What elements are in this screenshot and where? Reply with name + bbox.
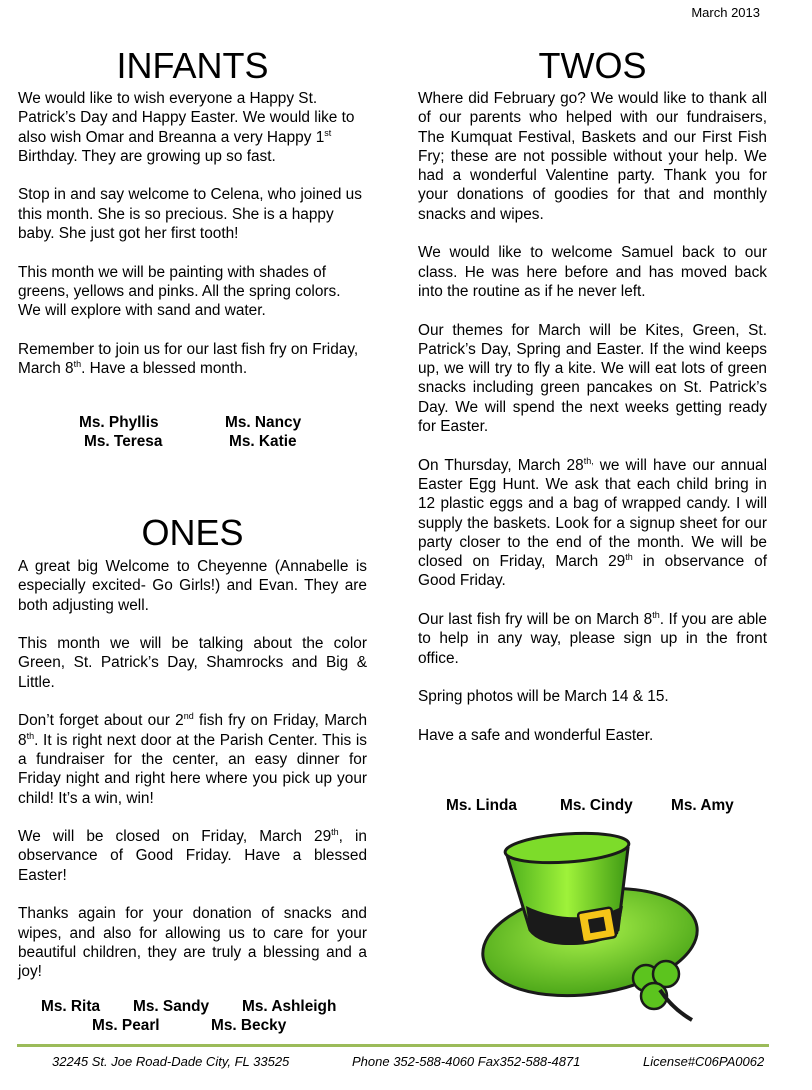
twos-paragraph: Where did February go? We would like to thank all of our parents who helped with our fundraisers, The Kumquat Festival, Baskets and our First Fish Fry; these are not possible without your help. We had a wonderful Valentine party. Thank you for your donations of goodies for that and monthly snacks and wipes.	[418, 90, 767, 223]
infants-heading: INFANTS	[116, 45, 269, 86]
twos-paragraph: Our last fish fry will be on March 8th. If you are able to help in any way, please sign up in the front office.	[418, 609, 767, 667]
ones-paragraph: Thanks again for your donation of snacks and wipes, and also for allowing us to care for your beautiful children, they are truly a blessing and a joy!	[18, 905, 367, 981]
newsletter-date: March 2013	[691, 5, 760, 20]
teacher-name: Ms. Becky	[211, 1017, 287, 1034]
superscript: th	[73, 359, 82, 370]
superscript: th	[625, 552, 633, 562]
teacher-name: Ms. Linda	[446, 797, 517, 814]
teacher-name: Ms. Nancy	[225, 414, 302, 431]
ones-paragraph: This month we will be talking about the color Green, St. Patrick’s Day, Shamrocks and Big & Little.	[18, 635, 367, 691]
teacher-name: Ms. Phyllis	[79, 414, 159, 431]
twos-paragraph: Have a safe and wonderful Easter.	[418, 726, 654, 744]
teacher-name: Ms. Amy	[671, 797, 734, 814]
twos-heading: TWOS	[538, 45, 647, 86]
teacher-name: Ms. Rita	[41, 998, 101, 1015]
infants-paragraph: Stop in and say welcome to Celena, who joined us this month. She is so precious. She is a happy baby. She just got her first tooth!	[18, 186, 362, 243]
footer-phone: Phone 352-588-4060 Fax352-588-4871	[352, 1054, 581, 1069]
twos-paragraph: We would like to welcome Samuel back to our class. He was here before and has moved back into the routine as if he never left.	[418, 244, 767, 300]
infants-paragraph: Remember to join us for our last fish fry on Friday, March 8th. Have a blessed month.	[18, 340, 359, 378]
teacher-name: Ms. Cindy	[560, 797, 633, 814]
teacher-name: Ms. Sandy	[133, 998, 210, 1015]
twos-section	[418, 89, 767, 764]
ones-paragraph: We will be closed on Friday, March 29th, in observance of Good Friday. Have a blessed Easter!	[18, 827, 367, 884]
infants-paragraph: We would like to wish everyone a Happy St. Patrick’s Day and Happy Easter. We would like to also wish Omar and Breanna a very Happy 1st Birthday. They are growing up so fast.	[18, 90, 355, 165]
ones-paragraph: Don’t forget about our 2nd fish fry on Friday, March 8th. It is right next door at the Parish Center. This is a fundraiser for the center, an easy dinner for Friday night and right here where you pick up your child! It’s a win, win!	[18, 711, 367, 807]
superscript: th,	[583, 455, 594, 466]
leprechaun-hat-with-shamrock-icon	[478, 830, 718, 1030]
superscript: st	[324, 127, 332, 138]
footer-rule	[17, 1044, 769, 1047]
twos-paragraph: Spring photos will be March 14 & 15.	[418, 688, 669, 706]
teacher-name: Ms. Teresa	[84, 433, 163, 450]
superscript: nd	[183, 711, 194, 722]
superscript: th	[26, 730, 35, 741]
teacher-name: Ms. Ashleigh	[242, 998, 337, 1015]
twos-paragraph: Our themes for March will be Kites, Green, St. Patrick’s Day, Spring and Easter. If the wind keeps up, we will try to fly a kite. We will eat lots of green snacks including green pancakes on St. Patrick’s Day. We will spend the next weeks getting ready for Easter.	[418, 321, 767, 436]
footer-address: 32245 St. Joe Road-Dade City, FL 33525	[52, 1054, 290, 1069]
superscript: th	[331, 827, 339, 838]
infants-section	[18, 89, 367, 398]
teacher-name: Ms. Katie	[229, 433, 297, 450]
footer-license: License#C06PA0062	[643, 1054, 765, 1069]
twos-paragraph: On Thursday, March $28^{th,}$ we will have our annual Easter Egg Hunt. We ask that each child bring in 12 plastic eggs and a bag of wrapped candy. I will supply the baskets. Look for a signup sheet for our party closer to the end of the month. We will be closed on Friday, March 29th in observance of Good Friday.	[418, 455, 768, 590]
teacher-name: Ms. Pearl	[92, 1017, 160, 1034]
infants-paragraph: This month we will be painting with shades of greens, yellows and pinks. All the spring colors. We will explore with sand and water.	[18, 263, 341, 320]
ones-section	[18, 557, 367, 1001]
ones-heading: ONES	[141, 512, 244, 553]
ones-paragraph: A great big Welcome to Cheyenne (Annabelle is especially excited- Go Girls!) and Evan. They are both adjusting well.	[18, 558, 367, 614]
superscript: th	[652, 609, 660, 620]
